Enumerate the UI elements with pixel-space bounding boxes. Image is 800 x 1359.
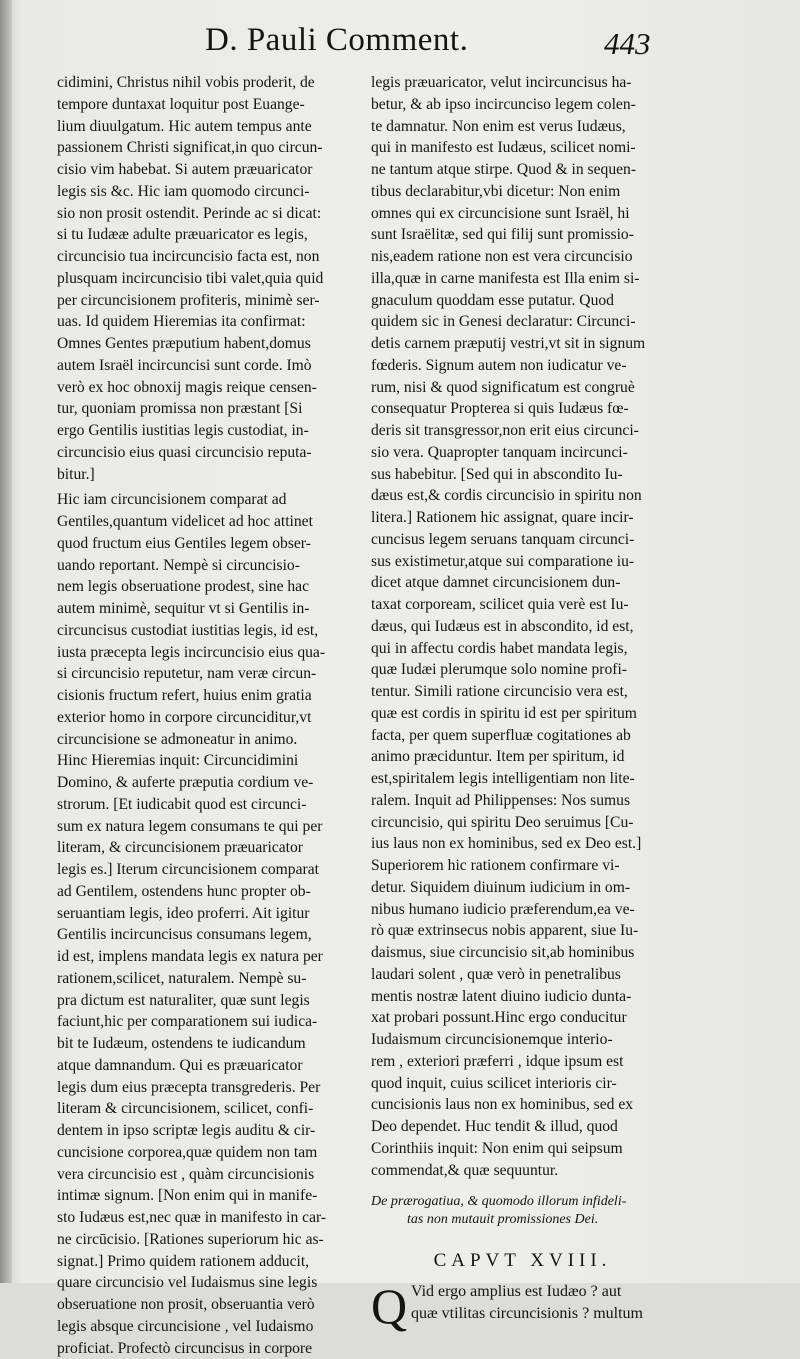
text-line: daismus, siue circuncisio sit,ab hominibus [371,942,674,964]
text-line: illa,quæ in carne manifesta est Illa enim si- [371,268,674,290]
text-line: commendat,& quæ sequuntur. [371,1160,674,1182]
text-line: ius laus non ex hominibus, sed ex Deo est.] [371,833,674,855]
text-line: detur. Siquidem diuinum iudicium in om- [371,877,674,899]
text-line: circuncisus custodiat iustitias legis, id est, [57,620,355,642]
text-line: rò quæ extrinsecus nobis apparent, siue Iu- [371,920,674,942]
text-line: sum ex natura legem consumans te qui per [57,816,355,838]
text-line: sio non prosit ostendit. Perinde ac si dicat: [57,203,355,225]
text-line: consequatur Propterea si quis Iudæus fœ- [371,398,674,420]
chapter-rubric [371,1193,674,1229]
text-line: circuncisio tua incircuncisio facta est, non [57,246,355,268]
text-line: quæ Iudæi plerumque solo nomine profi- [371,659,674,681]
text-line: proficiat. Profectò circuncisus in corpore [57,1338,355,1359]
text-line: quidem sic in Genesi declaratur: Circunci- [371,311,674,333]
text-line: iusta præcepta legis incircuncisio eius qua- [57,642,355,664]
text-line: literam, & circuncisionem præuaricator [57,837,355,859]
rubric-line: tas non mutauit promissiones Dei. [371,1211,674,1229]
page-number: 443 [604,26,651,62]
text-line: literam & circuncisionem, scilicet, confi- [57,1098,355,1120]
text-line: facta, per quem superfluæ cogitationes ab [371,725,674,747]
text-line: circuncisio, qui spiritu Deo seruimus [Cu- [371,812,674,834]
text-line: ad Gentilem, ostendens hunc propter ob- [57,881,355,903]
text-line: gnaculum quoddam esse putatur. Quod [371,290,674,312]
text-line: rationem,scilicet, naturalem. Nempè su- [57,968,355,990]
text-line: est,spiritalem legis intelligentiam non lite- [371,768,674,790]
text-line: te damnatur. Non enim est verus Iudæus, [371,116,674,138]
text-line: verò ex hoc obnoxij magis reique censen- [57,377,355,399]
text-line: seruantiam legis, ideo proferri. Ait igitur [57,903,355,925]
text-line: passionem Christi significat,in quo circun- [57,137,355,159]
page-gutter-shadow [0,0,12,1283]
running-title: D. Pauli Comment. [205,22,468,59]
text-line: legis præuaricator, velut incircuncisus ha- [371,72,674,94]
text-line: legis es.] Iterum circuncisionem comparat [57,859,355,881]
text-line: bitur.] [57,464,355,486]
text-line: cuncisione corporea,quæ quidem non tam [57,1142,355,1164]
text-line: obseruatione non prosit, obseruantia verò [57,1294,355,1316]
text-line: qui in manifesto est Iudæus, scilicet nomi- [371,137,674,159]
text-line: ne circūcisio. [Rationes superiorum hic as- [57,1229,355,1251]
text-line: sus habebitur. [Sed qui in abscondito Iu- [371,464,674,486]
drop-cap-initial: Q [371,1283,407,1329]
text-line: ne tantum atque stirpe. Quod & in sequen- [371,159,674,181]
text-line: Hic iam circuncisionem comparat ad [57,489,355,511]
text-line: sto Iudæus est,nec quæ in manifesto in car- [57,1207,355,1229]
text-line: cuncisionis laus non ex hominibus, sed ex [371,1094,674,1116]
text-line: ralem. Inquit ad Philippenses: Nos sumus [371,790,674,812]
text-line: uando reportant. Nempè si circuncisio- [57,555,355,577]
text-line: Omnes Gentes præputium habent,domus [57,333,355,355]
text-line: tentur. Simili ratione circuncisio vera est, [371,681,674,703]
text-line: vera circuncisio est , quàm circuncisionis [57,1164,355,1186]
text-line: dæus est,& cordis circuncisio in spiritu non [371,485,674,507]
text-line: circuncisione se admoneatur in animo. [57,729,355,751]
text-line: litera.] Rationem hic assignat, quare incir- [371,507,674,529]
text-line: quod inquit, cuius scilicet interioris cir- [371,1073,674,1095]
text-line: cidimini, Christus nihil vobis proderit, de [57,72,355,94]
text-line: omnes qui ex circuncisione sunt Israël, hi [371,203,674,225]
text-line: mentis nostræ latent diuino iudicio dunta- [371,986,674,1008]
text-line: laudari solent , quæ verò in penetralibus [371,964,674,986]
text-line: Gentilis incircuncisus consumans legem, [57,924,355,946]
text-line: intimæ signum. [Non enim qui in manife- [57,1185,355,1207]
left-text-column [57,72,355,1359]
text-line: rum, nisi & quod significatum est congruè [371,377,674,399]
text-line: quare circuncisio vel Iudaismus sine legis [57,1272,355,1294]
text-line: uas. Id quidem Hieremias ita confirmat: [57,311,355,333]
text-line: Hinc Hieremias inquit: Circuncidimini [57,750,355,772]
text-line: quæ est cordis in spiritu id est per spiritum [371,703,674,725]
text-line: cisionis fructum refert, huius enim gratia [57,685,355,707]
text-line: Superiorem hic rationem confirmare vi- [371,855,674,877]
text-line: pra dictum est naturaliter, quæ sunt legis [57,990,355,1012]
text-line: si tu Iudææ adulte præuaricator es legis, [57,224,355,246]
text-line: si circuncisio reputetur, nam veræ circun- [57,663,355,685]
text-line: id est, implens mandata legis ex natura per [57,946,355,968]
text-line: dæus, qui Iudæus est in abscondito, id est, [371,616,674,638]
text-line: nem legis obseruatione prodest, sine hac [57,576,355,598]
text-line: nis,eadem ratione non est vera circuncisio [371,246,674,268]
text-line: faciunt,hic per comparationem sui iudica- [57,1011,355,1033]
text-line: sunt Israëlitæ, sed qui filij sunt promissio- [371,224,674,246]
chapter-heading: CAPVT XVIII. [371,1245,674,1277]
text-line: lium diuulgatum. Hic autem tempus ante [57,116,355,138]
text-line: plusquam incircuncisio tibi valet,quia quid [57,268,355,290]
page-header [0,18,800,68]
text-line: Vid ergo amplius est Iudæo ? aut [371,1281,674,1303]
text-line: Deo dependet. Huc tendit & illud, quod [371,1116,674,1138]
text-line: bit te Iudæum, ostendens te iudicandum [57,1033,355,1055]
text-line: tempore duntaxat loquitur post Euange- [57,94,355,116]
text-line: fœderis. Signum autem non iudicatur ve- [371,355,674,377]
text-line: betur, & ab ipso incircunciso legem colen- [371,94,674,116]
text-line: deris sit transgressor,non erit eius circunci- [371,420,674,442]
text-line: legis dum eius præcepta transgrederis. Per [57,1077,355,1099]
text-line: strorum. [Et iudicabit quod est circunci- [57,794,355,816]
text-line: sus existimetur,atque sui comparatione iu- [371,551,674,573]
text-line: sio vera. Quapropter tanquam incircunci- [371,442,674,464]
text-line: tur, quoniam promissa non præstant [Si [57,398,355,420]
text-line: legis sis &c. Hic iam quomodo circunci- [57,181,355,203]
text-line: taxat corpoream, scilicet quia verè est Iu- [371,594,674,616]
text-line: Gentiles,quantum videlicet ad hoc attinet [57,511,355,533]
text-line: qui in affectu cordis habet mandata legis, [371,638,674,660]
right-text-column [371,72,674,1325]
text-line: per circuncisionem profiteris, minimè ser- [57,290,355,312]
rubric-line: De prærogatiua, & quomodo illorum infideli- [371,1193,674,1211]
text-line: Corinthiis inquit: Non enim qui seipsum [371,1138,674,1160]
text-line: exterior homo in corpore circunciditur,vt [57,707,355,729]
text-line: quæ vtilitas circuncisionis ? multum [371,1303,674,1325]
text-line: autem minimè, sequitur vt si Gentilis in- [57,598,355,620]
right-column-lines [371,72,674,1181]
chapter-opening [371,1281,674,1325]
text-line: animo præciduntur. Item per spiritum, id [371,746,674,768]
text-line: circuncisio eius quasi circuncisio reputa- [57,442,355,464]
text-line: rem , exteriori præferri , idque ipsum est [371,1051,674,1073]
text-line: cisio vim habebat. Si autem præuaricator [57,159,355,181]
text-line: xat probari possunt.Hinc ergo conducitur [371,1007,674,1029]
text-line: Domino, & auferte præputia cordium ve- [57,772,355,794]
text-line: Iudaismum circuncisionemque interio- [371,1029,674,1051]
text-line: detis carnem præputij vestri,vt sit in signum [371,333,674,355]
text-line: dicet atque damnet circuncisionem dun- [371,572,674,594]
text-line: ergo Gentilis iustitias legis custodiat, in- [57,420,355,442]
text-line: cuncisus legem seruans tanquam circunci- [371,529,674,551]
text-line: autem Israël incircuncisi sunt corde. Imò [57,355,355,377]
text-line: nibus humano iudicio præferendum,ea ve- [371,899,674,921]
text-line: atque damnandum. Qui es præuaricator [57,1055,355,1077]
text-line: legis absque circuncisione , vel Iudaismo [57,1316,355,1338]
text-line: signat.] Primo quidem rationem adducit, [57,1251,355,1273]
text-line: dentem in ipso scriptæ legis auditu & cir- [57,1120,355,1142]
text-line: quod fructum eius Gentiles legem obser- [57,533,355,555]
text-line: tibus declarabitur,vbi dicetur: Non enim [371,181,674,203]
